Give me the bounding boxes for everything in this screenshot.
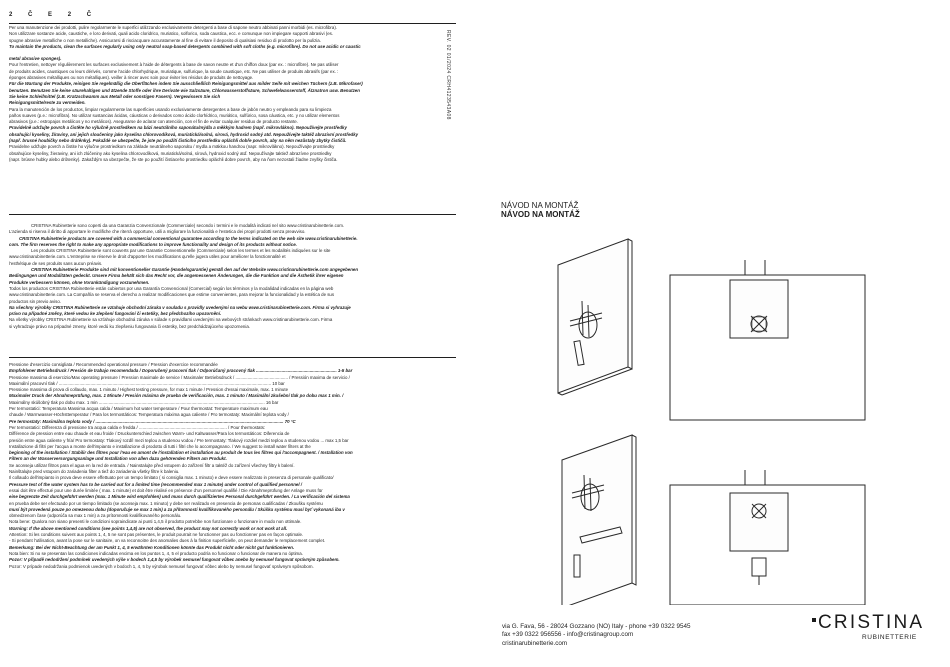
text-line: metal abrasive sponges). (9, 56, 62, 62)
brand-logo: CRISTINA (818, 612, 925, 633)
spec-line: Filtern an der Wasserversorgungsanlage und Installation von allen dazu gehörenden Filtern am Produkt. (9, 456, 227, 462)
text-line: Non utilizzare sostanze acide, caustiche, e loro derivati, quali acido cloridrico, muriatico, solforico, soda caustica, ecc. e comunque non impiegare supporti abrasivi (es. (9, 31, 334, 37)
text-line: To maintain the products, clean the surfaces regularly using only neutral soap-based detergents combined with soft cloths (e.g. microfibre). Do not use acidic or caustic (9, 43, 361, 49)
spec-line: obmedzenom čase (odporúča sa max 1 min) a za prítomnosti kvalifikovaného personálu. (9, 513, 182, 519)
spec-line: Per termostatici: Differenza di pressione tra acqua calda e fredda / ........................................................................ / Pour thermostats: (9, 424, 266, 430)
page-title: NÁVOD NA MONTÁŽ (501, 210, 580, 219)
spec-line: Pozor: V prípade nedodržania podmienok uvedených v bodoch 1, 4, 5 by výrobok nemusel fungovať vôbec alebo by nemusel fungovať správnym spôsobom. (9, 563, 314, 569)
divider (9, 214, 456, 215)
text-line: benutzen. Benutzen Sie keine säurehaltigen und ätzende Stoffe oder ihre Derivate wie Salzsäure, Chlorwasserstoffsäure, Schwefelwasserstoff, Ätznatron usw. Benutzen (9, 87, 360, 93)
text-line: Produkte verbessern können, ohne Vorankündigung vorzunehmen. (9, 279, 150, 285)
spec-line: Empfohlener Betriebsdruck / Presión de trabajo recomendada / Doporučený pracovní tlak / Odporúčaný pracovný tlak .................................................................. 1-5 bar (9, 368, 353, 374)
logo-mark (812, 618, 816, 622)
spec-line: Maximaler Druck der Abnahmeprüfung, max. 1 Minute / Presión máxima de prueba de verificación, max. 1 minuto / Maximální zkušební tlak po dobu max 1 min. / (9, 393, 344, 399)
spec-line: en prueba debe ser efectuado por un tiempo limitado (se aconseja max. 1 minuto) y debe ser realizado en presencia de personas cualificadas / Zkoušku systému (9, 500, 323, 506)
page-title: NÁVOD NA MONTÁŽ (501, 201, 579, 210)
divider (9, 357, 456, 358)
text-line: Reinigungsmittelreste zu vermeiden. (9, 100, 86, 106)
header-marks (9, 12, 129, 18)
text-line: Para la manutención de los productos, limpiar regularmente las superficies usando exclusivamente detergentes a base de jabón neutro y empleando para su limpieza (9, 106, 332, 112)
mixer-front-upper (670, 260, 865, 420)
spec-line: Il collaudo dell'impianto in prova deve essere effettuato per un tempo limitato ( si consiglia max. 1 minuto) e deve essere realizzato in presenza di personale qualificato/ (9, 475, 334, 481)
spec-line: Différence de pression entre eau chaude et eau froide / Druckunterschied zwischen Warm- und Kaltwasser/Para los termostáticos: Diferencia de (9, 431, 290, 437)
spec-line: Pozor: V případě nedodržení podmínek uvedených výše v bodech 1,4,5 by výrobek nemusel fungovat vůbec anebo by nemusel fungovat správným způsobem. (9, 557, 340, 563)
text-line: Pour l'entretien, nettoyer régulièrement les surfaces exclusivement à l'aide de détergents à base de savon neutre et d'un chiffon doux (par ex. : microfibre). Ne pas utiliser (9, 62, 339, 68)
text-line: Na všetky výrobky CRISTINA Rubinetterie sa vzťahuje obchodná záruka v súlade s pravidlami uvedenými na webových stránkach www.cristinarubinetterie.com. Firma (9, 317, 333, 323)
text-line: l'esthétique de ses produits sans aucun préavis. (9, 260, 103, 266)
mixer-plate-upper (558, 239, 632, 395)
mark: Č (86, 12, 92, 18)
spec-line: Maximálny skúšobný tlak po dobu max. 1 min ........................................................................................................................................ 16 bar (9, 399, 279, 405)
text-line: obsahujúce kyseliny, žieraviny, ani ich zlúčeniny ako kyselina chlorovodíková, muriatická/solná, sírová, hydroxid sodný atď. Nepoužívajte taktiež abrazívne prostriedky (9, 150, 332, 156)
revision-code: REV. 02 01/2024 CRH4123543A08 (445, 30, 451, 120)
mixer-plate-lower (562, 435, 636, 605)
text-line: Pravidelne udržujte povrch a čistite ho výlučne prostriedkom na základe neutrálneho saponátu / mydla a mäkkou handrou (napr. mikrovlákno). Nepoužívajte prostriedky (9, 144, 335, 150)
text-line: CRISTINA Rubinetterie products are covered with a commercial conventional guarantee according to the terms indicated on the web site www.cristinarubinetterie. (19, 235, 358, 241)
address-line: fax +39 0322 956556 - info@cristinagroup.com (502, 631, 634, 638)
brand-sub: RUBINETTERIE (862, 634, 917, 641)
spec-line: essai doit être effectué pour une durée limitée ( max. 1 minute) et doit être réalisé en présence d'un personnel qualifié / Die Abnahmeprüfung der Anlage muss für (9, 487, 323, 493)
spec-line: Se aconseja utilizar filtros para el agua en la red de entrada. / Nainstalujte před vstupem do zařízení filtr a taktéž do zařízení všechny filtry k balení. (9, 462, 295, 468)
text-line: com. The firm reserves the right to make any appropriate modifications to improve functionality and design of its products without notice. (9, 241, 297, 247)
text-line: L'azienda si riserva il diritto di apportare le modifiche che riterrà opportune, utili a migliorare la funzionalità e l'estetica dei propri prodotti senza preavviso. (9, 229, 306, 235)
spec-line: Nota bien: Si no se presentan las condiciones indicadas encima en los puntos 1, 4, 5 el producto podría no funcionar o funcionar de manera no óptima. (9, 550, 303, 556)
installation-drawing (540, 225, 920, 605)
text-line: obsahující kyseliny, žíraviny, ani jejich sloučeniny jako kyselina chlorovodíková, muriatická/solná, sírová, hydroxid sodný atd. Nepoužívejte taktéž abrazivní prostředky (9, 131, 359, 137)
text-line: Na všechny výrobky CRISTINA Rubinetterie se vztahuje obchodní záruka v souladu s pravidly uvedenými na webu www.cristinarubinetterie.com. Firma si vyhrazuje (9, 304, 351, 310)
text-line: de produits acides, caustiques ou leurs dérivés, comme l'acide chlorhydrique, muriatique, sulfurique, la soude caustique, etc. Ne pas utiliser de produits abrasifs (par ex. : (9, 68, 339, 74)
spec-line: Per termostatici: Temperatura Massima acqua calda / Maximum hot water temperature / Pour thermostat: Temperature maximum eau (9, 406, 268, 412)
spec-line: musí být provedená pouze po omezenou dobu (doporučuje se max 1 min) a za přítomnosti kvalifikovaného personálu / Skúšku systému musí byť vykonaná iba v (9, 506, 345, 512)
spec-line: Installazione di filtri per l'acqua a monte dell'impianto e installazione di prodotto di tutti i filtri che lo accompagnano. / We suggest to install water filters at the (9, 443, 311, 449)
text-line: Les produits CRISTINA Rubinetterie sont couverts par une Garantie Conventionnelle (Commerciale) selon les termes et les modalités indiquées sur le site (31, 248, 331, 254)
text-line: (např. brusné houbičky nebo drátěnky). Pokaždé se ubezpečte, že jste po použití čisticího prostředku opláchli dobře povrch, aby na něm nezůstaly zbytky čističů. (9, 138, 347, 144)
text-line: Per una manutenzione dei prodotti, pulire regolarmente le superfici utilizzando esclusivamente detergenti a base di sapone neutro abbinati panni morbidi (es. microfibra). (9, 25, 338, 30)
address-line: via G. Fava, 56 - 28024 Gozzano (NO) Italy - phone +39 0322 9545 (502, 623, 691, 630)
spec-line: Pressione massima di prova di collaudo, max. 1 minuto / Highest testing pressure, for max 1 minute / Pression d'essai maximale, max. 1 minute (9, 387, 289, 393)
mark: Č (28, 12, 33, 18)
spec-line: eine begrenzte Zeit durchgeführt werden (max. 1 Minute wird empfohlen) und muss durch qualifiziertes Personal durchgeführt werden. / La verificación del sistema (9, 494, 350, 500)
text-line: CRISTINA Rubinetterie Produkte sind mit konventioneller Garantie (Handelsgarantie) gemäß den auf der Website www.cristinarubinetterie.com angegebenen (31, 267, 359, 273)
spec-line: Pre termostaty: Maximálna teplota vody / .......................................................................................................................................................... 70 °C (9, 418, 296, 424)
spec-line: Attention: Si les conditions suivent aux points 1, 4, 5 ne sont pas présentes, le produit pourrait ne fonctionner pas ou fonctionner pas en façon optimale. (9, 532, 304, 538)
spec-line: Warning: If the above mentioned conditions (see points 1,4,5) are not observed, the product may not correctly work or not work at all. (9, 525, 288, 531)
spec-line: Pressione massima di esercizio/Max operating pressure / Pression maximale de service / Maximaler Betriebsdruck / ........................................... / Pressión maxima de servicio / (9, 374, 350, 380)
address-line: cristinarubinetterie.com (502, 640, 568, 647)
text-line: (napr. brúsne hubky alebo drôtenky). Zakaždým sa ubezpečte, že ste po použití čistiaceho prostriedku opláchli dobre povrch, aby na ňom nezostali žiadne zvyšky čističa. (9, 156, 338, 162)
spec-line: Maximální pracovní tlak / .............................................................................................................................................................................. 10 bar (9, 380, 285, 386)
text-line: Pravidelně udržujte povrch a čistěte ho výlučně prostředkem na bázi neutrálního saponátu/mýdla a měkkým hadrem (např. mikrovlákno). Nepoužívejte prostředky (9, 125, 347, 131)
text-line: Für die Wartung der Produkte, reinigen Sie regelmäßig die Oberflächen indem Sie ausschließlich Reinigungsmittel aus milder Seife mit weichen Tüchern (z.B. Mikrofaser) (9, 81, 363, 87)
spec-line: Bemerkung: Bei der Nicht-Beachtung der am Punkt 1, 4, 5 erwähnten Konditionen könnte das Produkt nicht oder nicht gut funktionieren. (9, 544, 295, 550)
text-line: Sie keine Schleifmittel (z.B. Kratzschwamm aus Metall oder sonstigen Fasern). Vergewissern Sie sich (9, 93, 221, 99)
divider (9, 23, 456, 24)
mark: 2 (9, 12, 13, 18)
mark: E (48, 12, 53, 18)
spec-line: - Si pendant l'utilisation, avant la pose sur le sanitaire, on va reconnoitre des anomalies dues à la finition superficielle, on peut demander le remplacement complet. (9, 538, 326, 544)
mark: 2 (67, 12, 72, 18)
mixer-front-lower (670, 470, 865, 605)
spec-line: Nainštalujte pred vstupom do zariadenia filter a tiež do zariadenia všetky filtre k baleniu. (9, 469, 180, 475)
specs-text (9, 362, 457, 570)
text-line: právo na případné změny, které vedou ke zlepšení fungování či estetiky, bez předchozího upozornění. (9, 311, 222, 317)
text-line: productos sin previo aviso. (9, 298, 61, 304)
text-line: www.cristinarubinetterie.com. L'entreprise se réserve le droit d'apporter les modifications qu'elle jugera utiles pour améliorer la fonctionnalité et (9, 254, 286, 260)
text-line: CRISTINA Rubinetterie sono coperti da una Garanzia Convenzionale (Commerciale) secondo i termini e le modalità indicati nel sito www.cristinarubinetterie.com. (31, 223, 345, 228)
spec-line: Pressure test of the water system has to be carried out for a limited time (recommended max 1 minute) under control of qualified personnel / (9, 481, 303, 487)
spec-line: Nota bene: Qualora non siano presenti le condizioni sopraindicate ai punti 1,4,5 il prodotto potrebbe non funzionare o funzionare in modo non ottimale. (9, 519, 302, 525)
maintenance-text (9, 25, 457, 163)
warranty-text (9, 223, 457, 330)
text-line: spugne abrasive metalliche o non metalliche). Assicurarsi di risciacquare accuratamente al fine di evitare il deposito di qualsiasi residuo di prodotto per la pulizia. (9, 37, 321, 43)
text-line: si vyhradzuje právo na prípadné zmeny, ktoré vedú ku zlepšeniu fungovania či estetiky, bez predchádzajúceho upozornenia. (9, 323, 250, 329)
spec-line: presión entre agua caliente y fría/ Pro termostaty: Tlakový rozdíl mezi teplou a studenou vodou / Pre termostaty: Tlakový rozdiel medzi teplou a studenou vodou ... max 1,5 bar (9, 437, 349, 443)
text-line: Bedingungen und Modalitäten gedeckt. Unsere Firma behält sich das Recht vor, die angemessenen Änderungen, die die Funktion und die Ästhetik ihrer eigenen (9, 273, 344, 279)
spec-line: Pressione d'esercizio consigliata / Recommended operational pressure / Pression d'exercice recommandée (9, 362, 218, 367)
text-line: Todos los productos CRISTINA Rubinetterie están cubiertos por una Garantía Convencional (Comercial) según los términos y la modalidad indicadas en la página web (9, 285, 334, 291)
spec-line: chaude / Warmwasser-Höchsttemperatur / Para los termostáticos: Temperatura máxima agua caliente / Pro termostaty: Maximální teplota vody / (9, 412, 289, 418)
text-line: abrasivos (p.e.: estropajos metálicos y no metálicos). Asegurarse de aclarar con atención, con el fin de evitar cualquier residuo de producto restante. (9, 119, 298, 125)
text-line: www.cristinarubinetterie.com. La Compañía se reserva el derecho a realizar modificaciones que estime convenientes, para mejorar la funcionalidad y la estética de sus (9, 292, 335, 298)
text-line: paños suaves (p.e.: microfibra). No utilizar sustancias ácidas, cáusticas o derivados como ácido clorhídrico, muriático, sulfúrico, sosa cáustica, etc. y no utilizar elementos (9, 112, 340, 118)
spec-line: beginning of the installation / Stabilir des filtres pour l'eau en amont de l'installation et installation au produit de tous les filtres qui l'accompagnent. / Installation von (9, 450, 353, 456)
text-line: éponges abrasives métalliques ou non métalliques). veiller à rincer avec soin pour éviter les résidus de produits de nettoyage. (9, 75, 254, 81)
